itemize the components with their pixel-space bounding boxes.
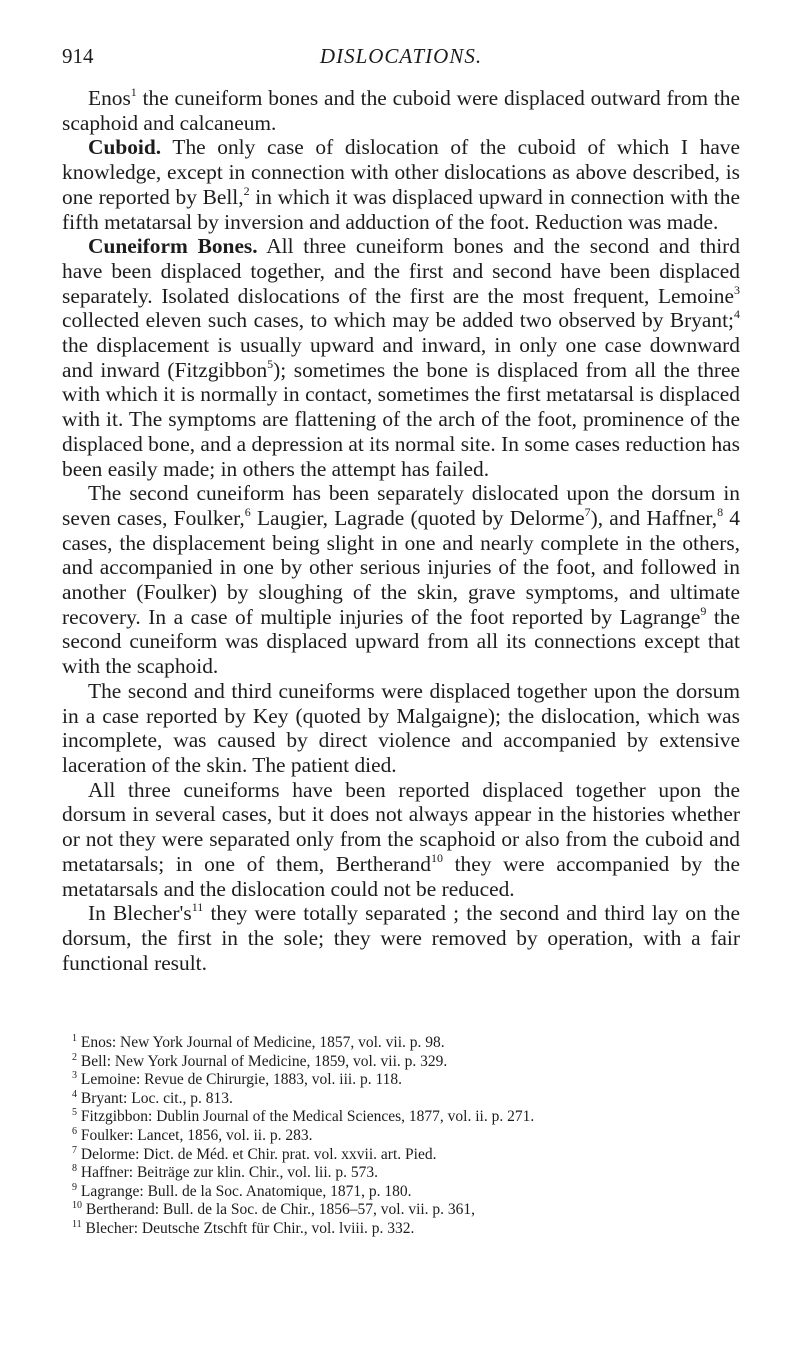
footnote: $^6$ Foulker: Lancet, 1856, vol. ii. p. 283. — [72, 1125, 313, 1144]
footnote-ref: 11 — [191, 900, 204, 915]
footnote-ref: 3 — [734, 282, 740, 297]
footnote: $^3$ Lemoine: Revue de Chirurgie, 1883, vol. iii. p. 118. — [72, 1070, 403, 1089]
paragraph-enos: Enos$^1$ the cuneiform bones and the cuboid were displaced outward from the scaphoid and calcaneum. — [62, 85, 740, 135]
footnote-ref: 5 — [267, 356, 274, 371]
footnote-ref: 8 — [717, 504, 724, 519]
footnote-ref: 9 — [700, 603, 707, 618]
footnote-ref: 2 — [243, 183, 250, 198]
section-heading-cuboid: Cuboid. — [88, 135, 162, 160]
footnote-ref: 7 — [584, 504, 591, 519]
footnote: $^1$ Enos: New York Journal of Medicine, 1857, vol. vii. p. 98. — [72, 1033, 445, 1051]
running-head: DISLOCATIONS. — [319, 44, 483, 68]
footnote: $^2$ Bell: New York Journal of Medicine, 1859, vol. vii. p. 329. — [72, 1051, 448, 1070]
paragraph-second-third: The second and third cuneiforms were displaced together upon the dorsum in a case reported by Key (quoted by Malgaigne); the dislocation, which was incomplete, was caused by direct violence and accompanied by extensive laceration of the skin. The patient died. — [62, 678, 740, 777]
footnote-ref: 10 — [430, 850, 443, 865]
paragraph-cuboid: Cuboid. The only case of dislocation of the cuboid of which I have knowledge, except in connection with other dislocations as above described, is one reported by Bell,$^2$ in which it was displaced upward in connection with the fifth metatarsal by inversion and adduction of the foot. Reduction was made. — [62, 135, 741, 234]
paragraph-cuneiform-bones: Cuneiform Bones. All three cuneiform bones and the second and third have been displaced together, and the first and second have been displaced separately. Isolated dislocations of the first are the most frequent, Lemoine$^3$ collected eleven such cases, to which may be added two observed by Bryant;$^4$ the displacement is usually upward and inward, in only one case downward and inward (Fitzgibbon$^5$); sometimes the bone is displaced from all the three with which it is normally in contact, sometimes the first metatarsal is displaced with it. The symptoms are flattening of the arch of the foot, prominence of the displaced bone, and a depression at its normal site. In some cases reduction has been easily made; in others the attempt has failed. — [62, 234, 740, 481]
footnote: $^8$ Haffner: Beiträge zur klin. Chir., vol. lii. p. 573. — [72, 1163, 379, 1182]
paragraph-all-three: All three cuneiforms have been reported displaced together upon the dorsum in several cases, but it does not always appear in the histories whether or not they were separated only from the scaphoid or also from the cuboid and metatarsals; in one of them, Bertherand$^{10}$ they were accompanied by the metatarsals and the dislocation could not be reduced. — [62, 777, 740, 901]
footnote-ref: 4 — [734, 307, 740, 322]
body-text — [62, 86, 740, 975]
footnote: $^{10}$ Bertherand: Bull. de la Soc. de Chir., 1856–57, vol. vii. p. 361, — [72, 1200, 476, 1219]
page-number: 914 — [62, 44, 94, 68]
footnote: $^{11}$ Blecher: Deutsche Ztschft für Chir., vol. lviii. p. 332. — [72, 1218, 415, 1237]
footnote-ref: 6 — [244, 504, 251, 519]
footnote: $^9$ Lagrange: Bull. de la Soc. Anatomique, 1871, p. 180. — [72, 1181, 412, 1200]
paragraph-blecher: In $Blecher's^{11}$ they were totally separated ; the second and third lay on the dorsum, the first in the sole; they were removed by operation, with a fair functional result. — [62, 900, 740, 975]
footnote: $^7$ Delorme: Dict. de Méd. et Chir. prat. vol. xxvii. art. Pied. — [72, 1144, 437, 1163]
paragraph-second-cuneiform: The second cuneiform has been separately dislocated upon the dorsum in seven cases, Foulker,$^6$ Laugier, Lagrade (quoted by Delorme$^7$), and Haffner,$^8$ 4 cases, the displacement being slight in one and nearly complete in the others, and accompanied in one by other serious injuries of the foot, and followed in another (Foulker) by sloughing of the skin, grave symptoms, and ultimate recovery. In a case of multiple injuries of the foot reported by Lagrange$^9$ the second cuneiform was displaced upward from all its connections except that with the scaphoid. — [62, 481, 741, 679]
footnote-ref: 1 — [130, 85, 137, 99]
section-heading-cuneiform: Cuneiform Bones. — [88, 234, 258, 259]
footnote: $^4$ Bryant: Loc. cit., p. 813. — [72, 1088, 233, 1107]
page-header — [62, 44, 740, 74]
footnotes — [62, 1034, 740, 1239]
footnote: $^5$ Fitzgibbon: Dublin Journal of the Medical Sciences, 1877, vol. ii. p. 271. — [72, 1107, 535, 1126]
